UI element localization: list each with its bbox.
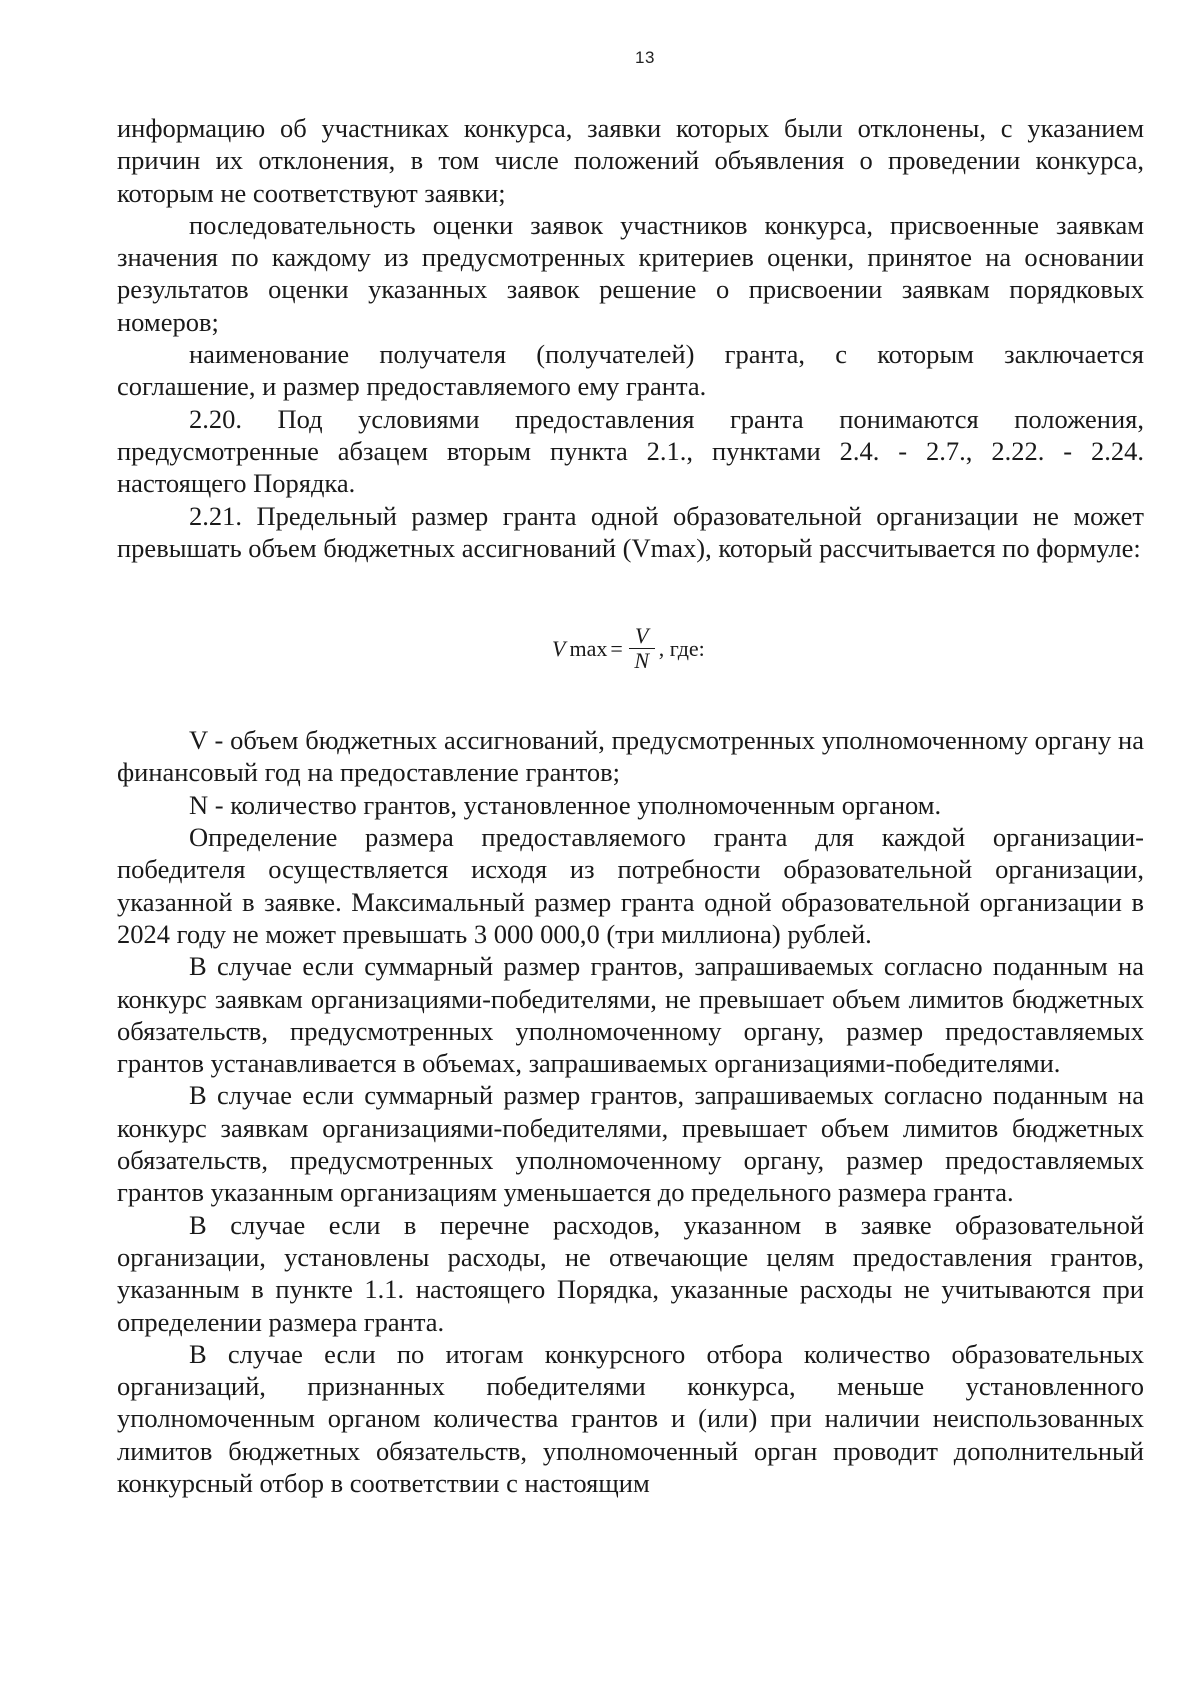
document-body (117, 112, 1144, 1499)
paragraph-additional-selection: В случае если по итогам конкурсного отбора количество образовательных организаций, признанных победителями конкурса, меньше установленного уполномоченным органом количества грантов и (или) при наличии неиспользованных лимитов бюджетных обязательств, уполномоченный орган проводит дополнительный конкурсный отбор в соответствии с настоящим (117, 1338, 1144, 1498)
paragraph-n-definition: N - количество грантов, установленное уполномоченным органом. (189, 789, 942, 820)
formula-denominator: N (634, 648, 650, 674)
formula-lhs-sub: max (569, 635, 608, 661)
paragraph-non-eligible-expenses: В случае если в перечне расходов, указанном в заявке образовательной организации, установлены расходы, не отвечающие целям предоставления грантов, указанным в пункте 1.1. настоящего Порядка, указанные расходы не учитываются при определении размера гранта. (117, 1209, 1144, 1337)
paragraph-2-21: 2.21. Предельный размер гранта одной образовательной организации не может превышать объем бюджетных ассигнований (Vmax), который рассчитывается по формуле: (117, 500, 1144, 563)
page-number: 13 (635, 48, 655, 67)
paragraph-v-definition: V - объем бюджетных ассигнований, предусмотренных уполномоченному органу на финансовый год на предоставление грантов; (117, 725, 1144, 788)
paragraph-grant-size-definition: Определение размера предоставляемого гранта для каждой организации-победителя осуществляется исходя из потребности образовательной организации, указанной в заявке. Максимальный размер гранта одной образовательной организации в 2024 году не может превышать 3 000 000,0 (три миллиона) рублей. (117, 822, 1144, 949)
paragraph-grant-recipient: наименование получателя (получателей) гранта, с которым заключается соглашение, и размер предоставляемого ему гранта. (117, 339, 1144, 402)
paragraph-exceeds-limits: В случае если суммарный размер грантов, запрашиваемых согласно поданным на конкурс заявкам организациями-победителями, превышает объем лимитов бюджетных обязательств, предусмотренных уполномоченному органу, размер предоставляемых грантов указанным организациям уменьшается до предельного размера гранта. (117, 1080, 1144, 1208)
formula-expression (552, 624, 705, 673)
paragraph-2-20: 2.20. Под условиями предоставления гранта понимаются положения, предусмотренные абзацем вторым пункта 2.1., пунктами 2.4. - 2.7., 2.22. - 2.24. настоящего Порядка. (117, 403, 1144, 499)
paragraph-not-exceeds-limits: В случае если суммарный размер грантов, запрашиваемых согласно поданным на конкурс заявкам организациями-победителями, не превышает объем лимитов бюджетных обязательств, предусмотренных уполномоченному органу, размер предоставляемых грантов устанавливается в объемах, запрашиваемых организациями-победителями. (117, 951, 1144, 1079)
paragraph-rejected-participants: информацию об участниках конкурса, заявки которых были отклонены, с указанием причин их отклонения, в том числе положений объявления о проведении конкурса, которым не соответствуют заявки; (117, 113, 1144, 208)
vmax-formula (117, 564, 1144, 724)
formula-equals: = (610, 635, 623, 661)
formula-numerator: V (635, 623, 649, 649)
formula-fraction (629, 624, 655, 673)
formula-lhs-var: V (552, 635, 566, 661)
formula-suffix: , где: (658, 635, 705, 661)
paragraph-evaluation-sequence: последовательность оценки заявок участников конкурса, присвоенные заявкам значения по каждому из предусмотренных критериев оценки, принятое на основании результатов оценки указанных заявок решение о присвоении заявкам порядковых номеров; (117, 209, 1144, 337)
